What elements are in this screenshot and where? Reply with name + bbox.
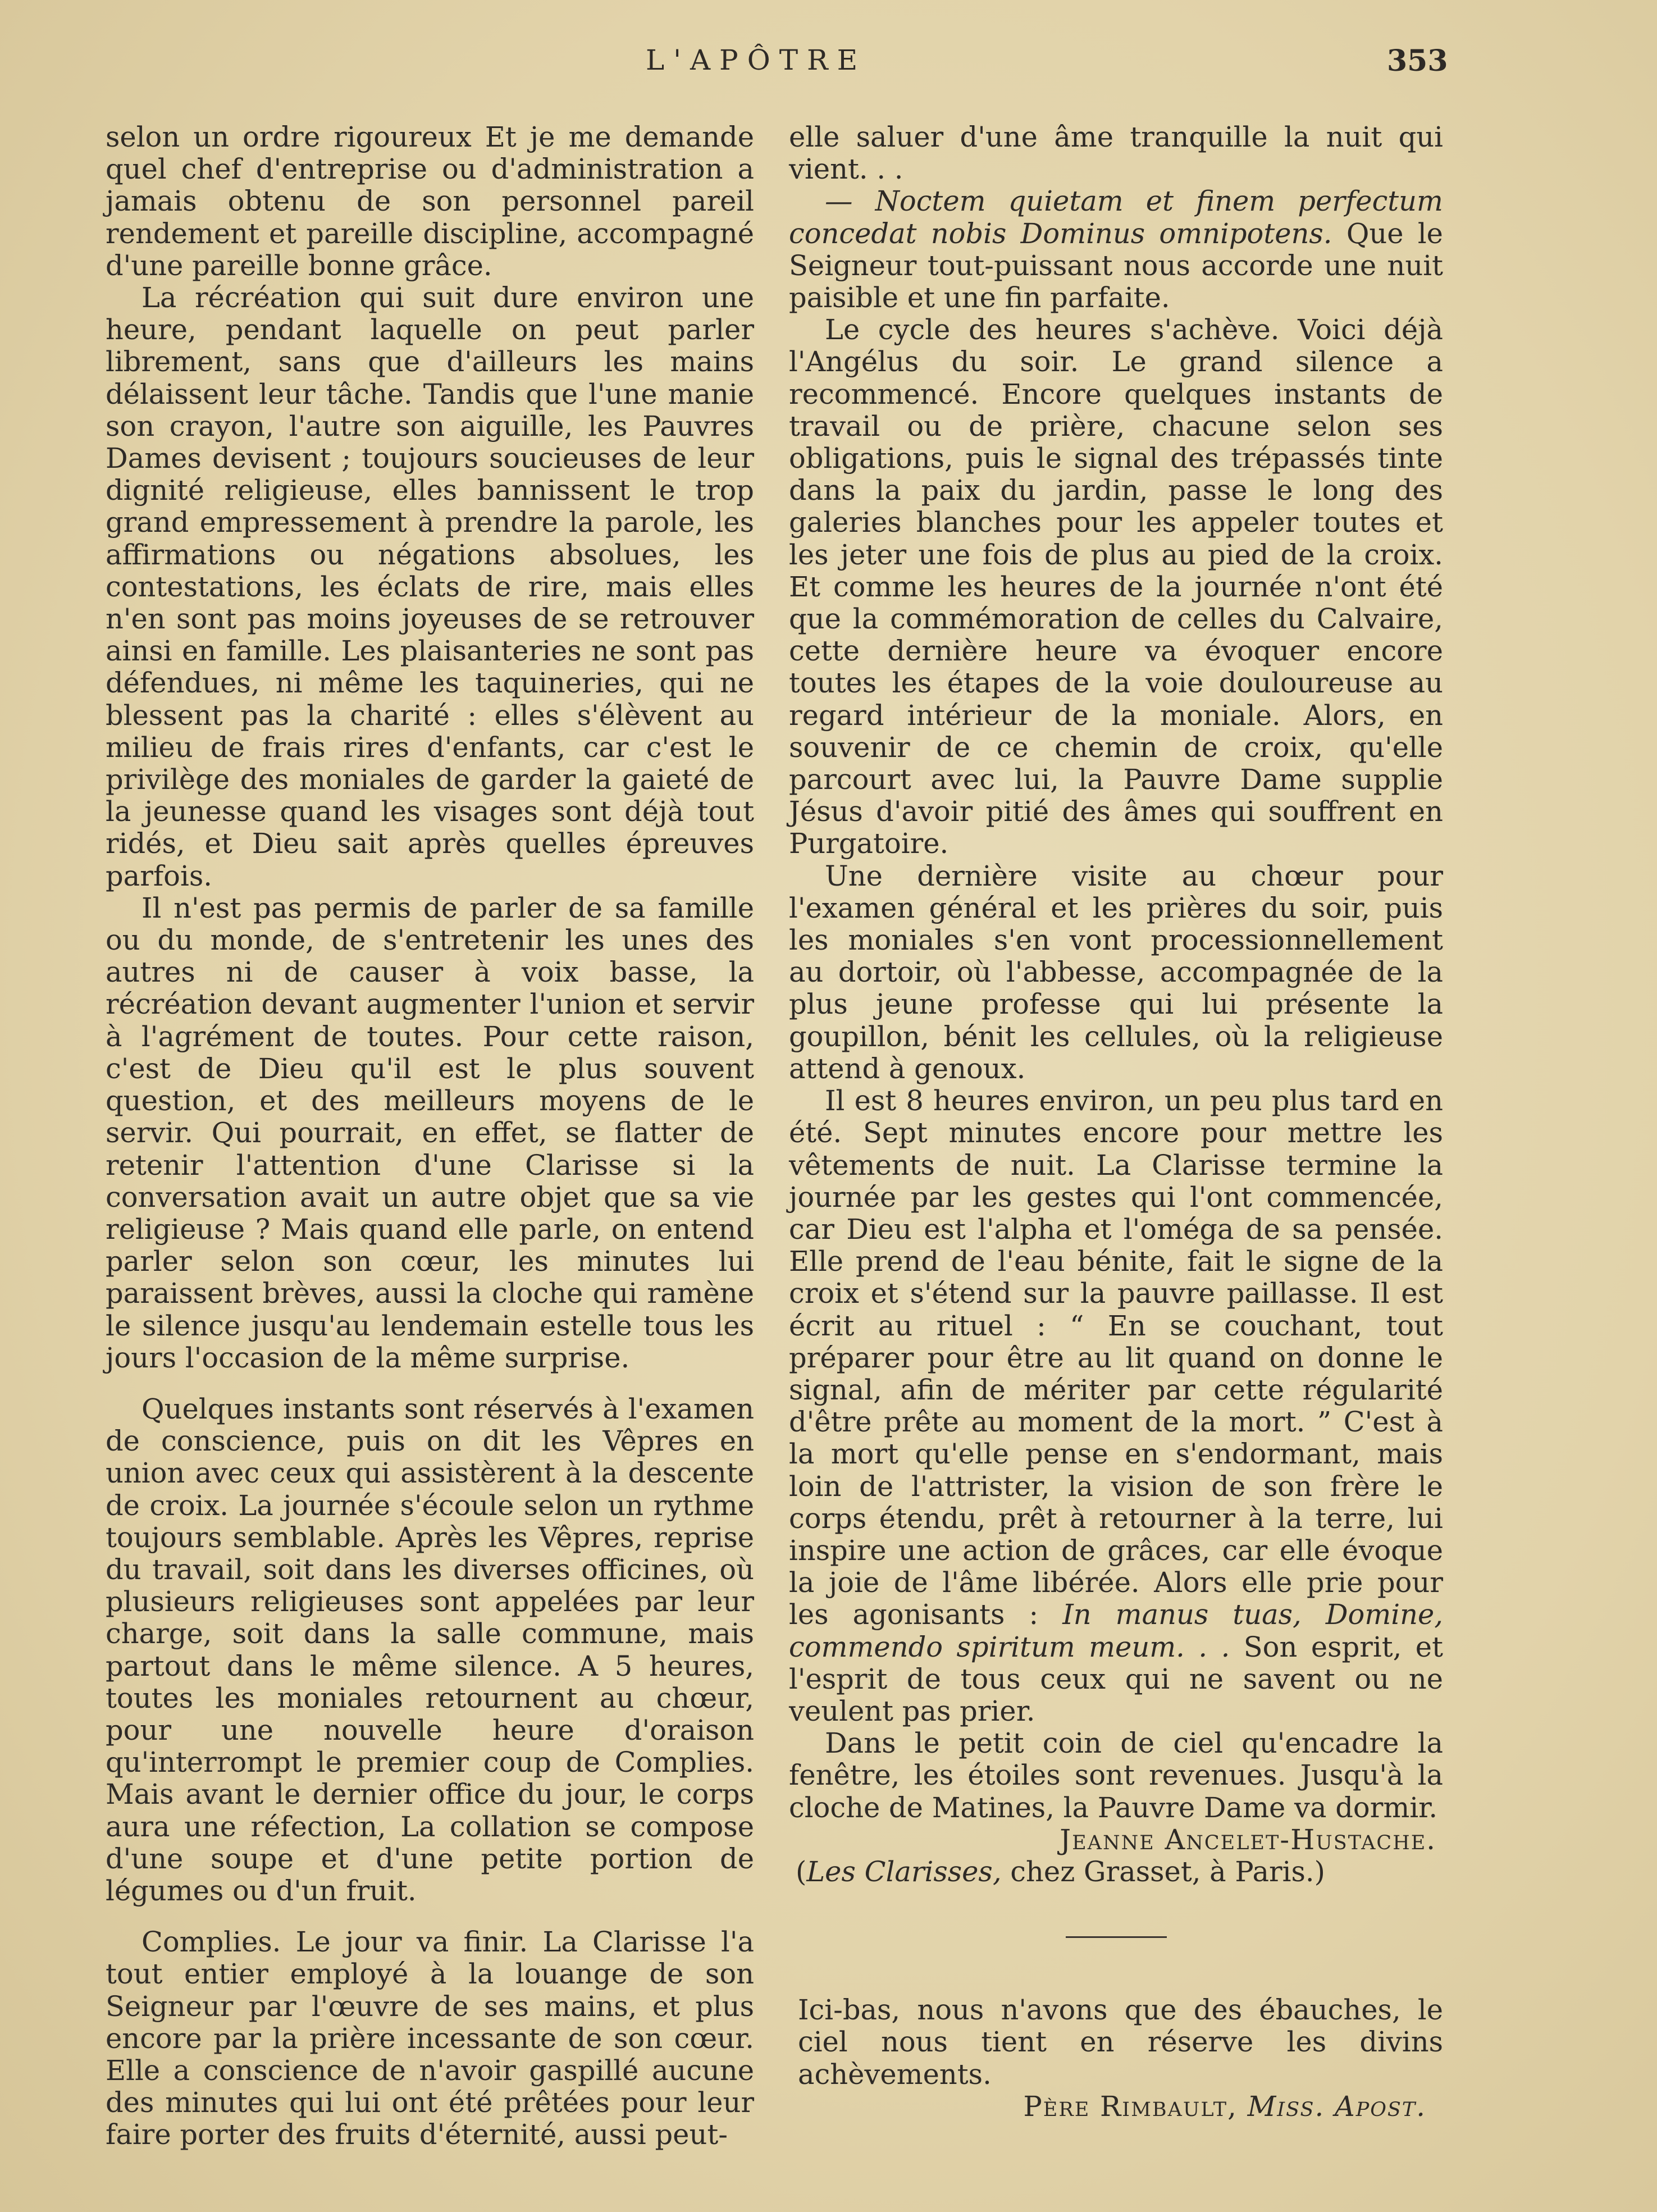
paragraph: Dans le petit coin de ciel qu'encadre la fenêtre, les étoiles sont revenues. Jusqu'à la cloche de Matines, la Pauvre Dame va dormir. — [789, 1727, 1443, 1824]
author-signature: Jeanne Ancelet-Hustache. — [1060, 1823, 1436, 1856]
paragraph-text: Il est 8 heures environ, un peu plus tard en été. Sept minutes encore pour mettre les vêtements de nuit. La Clarisse termine la journée par les gestes qui l'ont commencée, car Dieu est l'alpha et l'oméga de sa pensée. Elle prend de l'eau bénite, fait le signe de la croix et s'étend sur la pauvre paillasse. Il est écrit au rituel : “ En se couchant, tout préparer pour être au lit quand on donne le signal, afin de mériter par cette régularité d'être prête au moment de la mort. ” C'est à la mort qu'elle pense en s'endormant, mais loin de l'attrister, la vision de son frère le corps étendu, prêt à retourner à la terre, lui inspire une action de grâces, car elle évoque la joie de l'âme libérée. Alors elle prie pour les agonisants : — [789, 1084, 1443, 1631]
page-number: 353 — [1387, 44, 1448, 78]
paragraph: Le cycle des heures s'achève. Voici déjà l'Angélus du soir. Le grand silence a recommencé. Encore quelques instants de travail ou de prière, chacune selon ses obligations, puis le signal des trépassés tinte dans la paix du jardin, passe le long des galeries blanches pour les appeler toutes et les jeter une fois de plus au pied de la croix. Et comme les heures de la journée n'ont été que la commémoration de celles du Calvaire, cette dernière heure va évoquer encore toutes les étapes de la voie douloureuse au regard intérieur de la moniale. Alors, en souvenir de ce chemin de croix, qu'elle parcourt avec lui, la Pauvre Dame supplie Jésus d'avoir pitié des âmes qui souffrent en Purgatoire. — [789, 313, 1443, 860]
paragraph — [789, 1085, 1443, 1727]
paragraph: selon un ordre rigoureux Et je me demande quel chef d'entreprise ou d'administration a jamais obtenu de son personnel pareil rendement et pareille discipline, accompagné d'une pareille bonne grâce. — [106, 121, 754, 282]
paragraph: La récréation qui suit dure environ une heure, pendant laquelle on peut parler librement, sans que d'ailleurs les mains délaissent leur tâche. Tandis que l'une manie son crayon, l'autre son aiguille, les Pauvres Dames devisent ; toujours soucieuses de leur dignité religieuse, elles bannissent le trop grand empressement à prendre la parole, les affirmations ou négations absolues, les contestations, les éclats de rire, mais elles n'en sont pas moins joyeuses de se retrouver ainsi en famille. Les plaisanteries ne sont pas défendues, ni même les taquineries, qui ne blessent pas la charité : elles s'élèvent au milieu de frais rires d'enfants, car c'est le privilège des moniales de garder la gaieté de la jeunesse quand les visages sont déjà tout ridés, et Dieu sait après quelles épreuves parfois. — [106, 281, 754, 892]
paragraph-text: Son esprit, et l'esprit de tous ceux qui ne savent ou ne veulent pas prier. — [789, 1630, 1443, 1727]
right-column — [789, 121, 1443, 2123]
maxim-quote: Ici-bas, nous n'avons que des ébauches, le ciel nous tient en réserve les divins achèvements. — [798, 1994, 1443, 2091]
latin-quote: — Noctem quietam et finem perfectum concedat nobis Dominus omnipotens. — [789, 185, 1443, 250]
maxim-signature: Père Rimbault, Miss. Apost. — [1023, 2090, 1426, 2123]
left-column — [106, 121, 754, 2151]
latin-quote: In manus tuas, Domine, commendo spiritum meum. . . — [789, 1598, 1443, 1663]
source-citation: (Les Clarisses, chez Grasset, à Paris.) — [796, 1855, 1325, 1888]
book-title: Les Clarisses, — [806, 1855, 1002, 1888]
paragraph: Complies. Le jour va finir. La Clarisse l'a tout entier employé à la louange de son Seigneur par l'œuvre de ses mains, et plus encore par la prière incessante de son cœur. Elle a conscience de n'avoir gaspillé aucune des minutes qui lui ont été prêtées pour leur faire porter des fruits d'éternité, aussi peut- — [106, 1926, 754, 2151]
section-divider — [1066, 1936, 1167, 1938]
paragraph — [789, 185, 1443, 314]
paragraph: Il n'est pas permis de parler de sa famille ou du monde, de s'entretenir les unes des autres ni de causer à voix basse, la récréation devant augmenter l'union et servir à l'agrément de toutes. Pour cette raison, c'est de Dieu qu'il est le plus souvent question, et des meilleurs moyens de le servir. Qui pourrait, en effet, se flatter de retenir l'attention d'une Clarisse si la conversation avait un autre objet que sa vie religieuse ? Mais quand elle parle, on entend parler selon son cœur, les minutes lui paraissent brèves, aussi la cloche qui ramène le silence jusqu'au lendemain estelle tous les jours l'occasion de la même surprise. — [106, 891, 754, 1374]
paragraph-text: Que le Seigneur tout-puissant nous accorde une nuit paisible et une fin parfaite. — [789, 217, 1443, 314]
running-title: L'APÔTRE — [646, 44, 867, 76]
paragraph: elle saluer d'une âme tranquille la nuit qui vient. . . — [789, 121, 1443, 186]
paragraph: Une dernière visite au chœur pour l'examen général et les prières du soir, puis les moniales s'en vont processionnellement au dortoir, où l'abbesse, accompagnée de la plus jeune professe qui lui présente la goupillon, bénit les cellules, où la religieuse attend à genoux. — [789, 859, 1443, 1085]
paragraph: Quelques instants sont réservés à l'examen de conscience, puis on dit les Vêpres en union avec ceux qui assistèrent à la descente de croix. La journée s'écoule selon un rythme toujours semblable. Après les Vêpres, reprise du travail, soit dans les diverses officines, où plusieurs religieuses sont appelées par leur charge, soit dans la salle commune, mais partout dans le même silence. A 5 heures, toutes les moniales retournent au chœur, pour une nouvelle heure d'oraison qu'interrompt le premier coup de Complies. Mais avant le dernier office du jour, le corps aura une réfection, La collation se compose d'une soupe et d'une petite portion de légumes ou d'un fruit. — [106, 1392, 754, 1907]
